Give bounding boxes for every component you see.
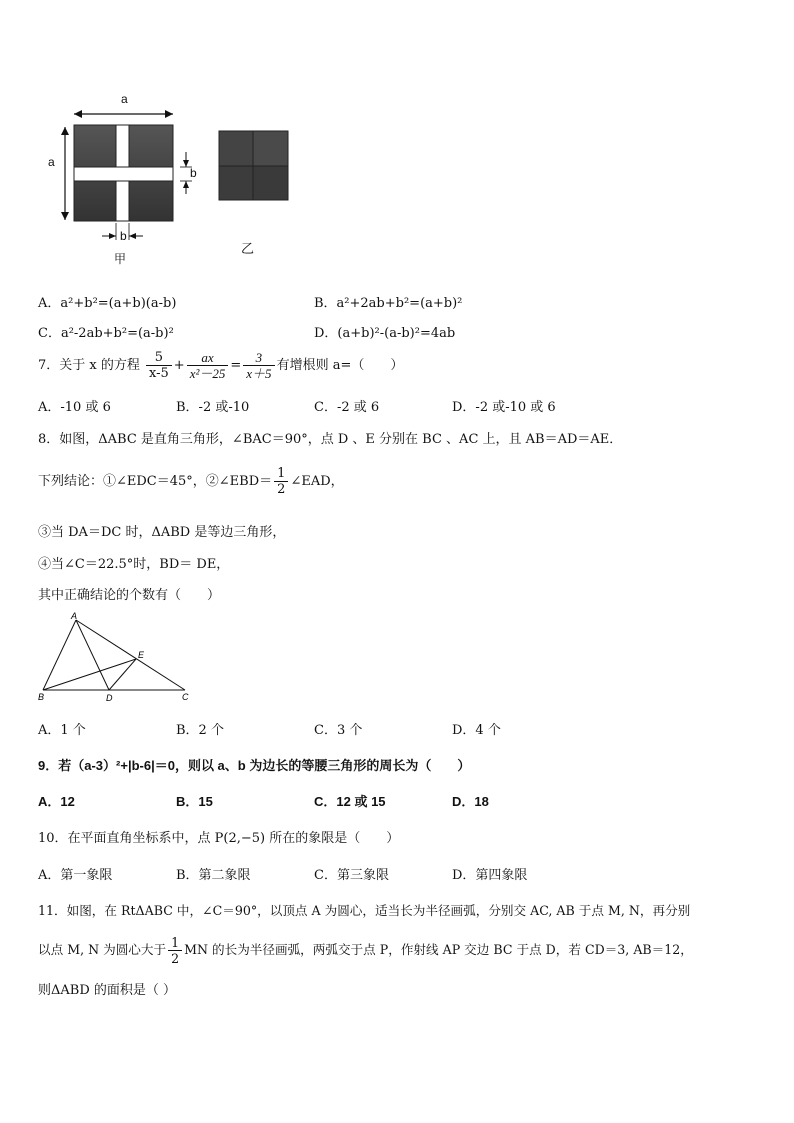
q8-line-3: ③当 DA＝DC 时，ΔABD 是等边三角形， xyxy=(38,525,286,540)
q6-option-b: B．a²+2ab+b²=(a+b)² xyxy=(314,296,463,311)
q7-fraction-2: $\frac{ax}{\text{x²－25}}$ xyxy=(187,350,229,381)
figure-jia-label: 甲 xyxy=(114,252,127,266)
q7-option-c: C．-2 或 6 xyxy=(314,400,380,415)
q8-option-b: B．2 个 xyxy=(176,723,224,738)
q7-suffix: 有增根则 a=（ ） xyxy=(276,358,404,373)
label-b-bottom: b xyxy=(120,229,127,243)
q10-option-d: D．第四象限 xyxy=(452,868,528,883)
q6-option-a: A．a²+b²=(a+b)(a-b) xyxy=(38,296,177,311)
q7-fraction-1: $\frac{5}{x-5}$ xyxy=(146,350,172,381)
q7-option-d: D．-2 或-10 或 6 xyxy=(452,400,556,415)
q8-option-a: A．1 个 xyxy=(38,723,86,738)
q8-fig-label-b: B xyxy=(38,692,45,702)
q10-option-c: C．第三象限 xyxy=(314,868,389,883)
q9-option-d: D．18 xyxy=(452,794,489,809)
q9-option-a: A．12 xyxy=(38,794,75,809)
figure-yi xyxy=(218,130,290,202)
q7-option-b: B．-2 或-10 xyxy=(176,400,250,415)
q6-option-c: C．a²-2ab+b²=(a-b)² xyxy=(38,326,174,341)
q11-fraction: $\frac{1}{2}$ xyxy=(168,935,182,966)
q8-triangle-figure xyxy=(36,612,196,706)
q8-line-1: 8．如图，ΔABC 是直角三角形，∠BAC＝90°，点 D 、E 分别在 BC 、AC 上，且 AB＝AD＝AE． xyxy=(38,432,623,447)
q10-stem: 10．在平面直角坐标系中，点 P(2,−5) 所在的象限是（ ） xyxy=(38,831,400,846)
q6-option-d: D．(a+b)²-(a-b)²=4ab xyxy=(314,326,456,341)
q11-line-2: 以点 M, N 为圆心大于 $\frac{1}{2}$ MN 的长为半径画弧，两弧交于点 P，作射线 AP 交边 BC 于点 D，若 CD＝3, AB＝12， xyxy=(38,935,693,966)
figure-jia xyxy=(40,90,200,270)
label-a-left: a xyxy=(48,155,55,169)
q8-fig-label-a: A xyxy=(71,611,78,621)
q9-stem: 9．若（a-3）²+|b-6|＝0，则以 a、b 为边长的等腰三角形的周长为（ ） xyxy=(38,758,471,773)
q11-line-1: 11．如图，在 RtΔABC 中，∠C＝90°，以顶点 A 为圆心，适当长为半径画弧，分别交 AC, AB 于点 M, N，再分别 xyxy=(38,903,691,918)
q7-stem: 7．关于 x 的方程 $\frac{5}{x-5}$ + $\frac{ax}{\text{x²－25}}$ = $\frac{3}{x+5}$ 有增根则 a=（ ） xyxy=(38,350,404,381)
q10-option-a: A．第一象限 xyxy=(38,868,113,883)
q7-fraction-3: $\frac{3}{x+5}$ xyxy=(243,350,274,381)
q8-line-2: 下列结论：①∠EDC＝45°，②∠EBD＝ $\frac{1}{2}$ ∠EAD， xyxy=(38,466,344,497)
q8-fig-label-e: E xyxy=(138,650,145,660)
q10-option-b: B．第二象限 xyxy=(176,868,251,883)
q7-option-a: A．-10 或 6 xyxy=(38,400,111,415)
q8-line-5: 其中正确结论的个数有（ ） xyxy=(38,588,221,603)
q9-option-c: C．12 或 15 xyxy=(314,794,386,809)
label-a-top: a xyxy=(121,92,128,106)
q8-option-d: D．4 个 xyxy=(452,723,501,738)
q11-line-3: 则ΔABD 的面积是（ ） xyxy=(38,983,177,998)
q8-fig-label-d: D xyxy=(106,693,113,703)
q8-line-4: ④当∠C＝22.5°时，BD＝ DE， xyxy=(38,557,230,572)
q9-option-b: B．15 xyxy=(176,794,213,809)
q8-fig-label-c: C xyxy=(182,692,189,702)
q8-option-c: C．3 个 xyxy=(314,723,363,738)
q7-prefix: 7．关于 x 的方程 xyxy=(38,358,140,373)
q8-fraction: $\frac{1}{2}$ xyxy=(274,466,288,497)
figure-yi-label: 乙 xyxy=(241,242,255,257)
label-b-right: b xyxy=(190,166,197,180)
